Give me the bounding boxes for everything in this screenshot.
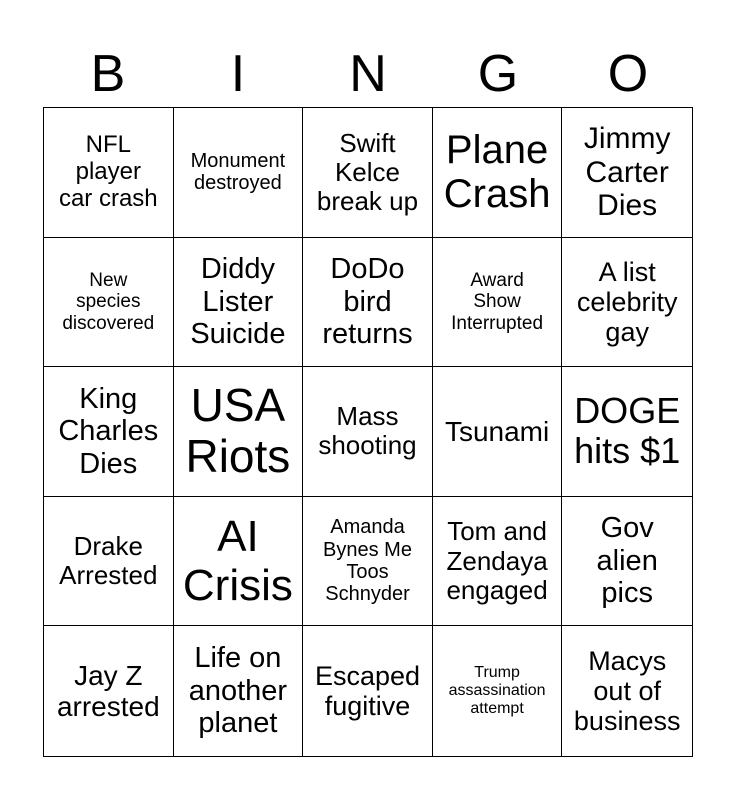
header-letter-g: G <box>477 45 519 103</box>
bingo-cell-r2-c2[interactable]: Diddy Lister Suicide <box>174 238 304 368</box>
bingo-cell-r1-c1[interactable]: NFL player car crash <box>44 108 174 238</box>
bingo-cell-r1-c4[interactable]: Plane Crash <box>433 108 563 238</box>
bingo-cell-r4-c2[interactable]: AI Crisis <box>174 497 304 627</box>
bingo-cell-r3-c5[interactable]: DOGE hits $1 <box>562 367 692 497</box>
bingo-cell-r5-c5[interactable]: Macys out of business <box>573 645 681 737</box>
bingo-cell-r4-c1[interactable]: Drake Arrested <box>44 497 174 627</box>
bingo-cell-r2-c4[interactable]: Award Show Interrupted <box>433 238 563 368</box>
bingo-cell-r2-c5[interactable]: A list celebrity gay <box>562 238 692 368</box>
bingo-cell-r4-c5[interactable]: Gov alien pics <box>562 497 692 627</box>
bingo-cell-r1-c3[interactable]: Swift Kelce break up <box>303 108 433 238</box>
bingo-header <box>43 40 693 108</box>
bingo-cell-r2-c3[interactable]: DoDo bird returns <box>303 238 433 368</box>
header-letter-n: N <box>349 45 387 103</box>
bingo-cell-r4-c3[interactable]: Amanda Bynes Me Toos Schnyder <box>303 497 433 627</box>
bingo-cell-r5-c3[interactable]: Escaped fugitive <box>303 626 433 756</box>
bingo-cell-r3-c4[interactable]: Tsunami <box>433 367 563 497</box>
bingo-cell-r1-c5[interactable]: Jimmy Carter Dies <box>562 108 692 238</box>
bingo-cell-r5-c1[interactable]: Jay Z arrested <box>44 626 174 756</box>
bingo-cell-r4-c4[interactable]: Tom and Zendaya engaged <box>433 497 563 627</box>
bingo-board <box>43 107 693 757</box>
header-letter-b: B <box>90 45 126 103</box>
header-letter-o: O <box>607 45 649 103</box>
bingo-cell-r3-c3[interactable]: Mass shooting <box>303 367 433 497</box>
header-letter-i: I <box>230 45 246 103</box>
bingo-cell-r3-c1[interactable]: King Charles Dies <box>44 367 174 497</box>
bingo-cell-r2-c1[interactable]: New species discovered <box>44 238 174 368</box>
bingo-cell-r3-c2[interactable]: USA Riots <box>174 367 304 497</box>
bingo-cell-r1-c2[interactable]: Monument destroyed <box>174 108 304 238</box>
bingo-cell-r5-c4[interactable]: Trump assassination attempt <box>433 626 563 756</box>
bingo-cell-r5-c2[interactable]: Life on another planet <box>174 626 304 756</box>
